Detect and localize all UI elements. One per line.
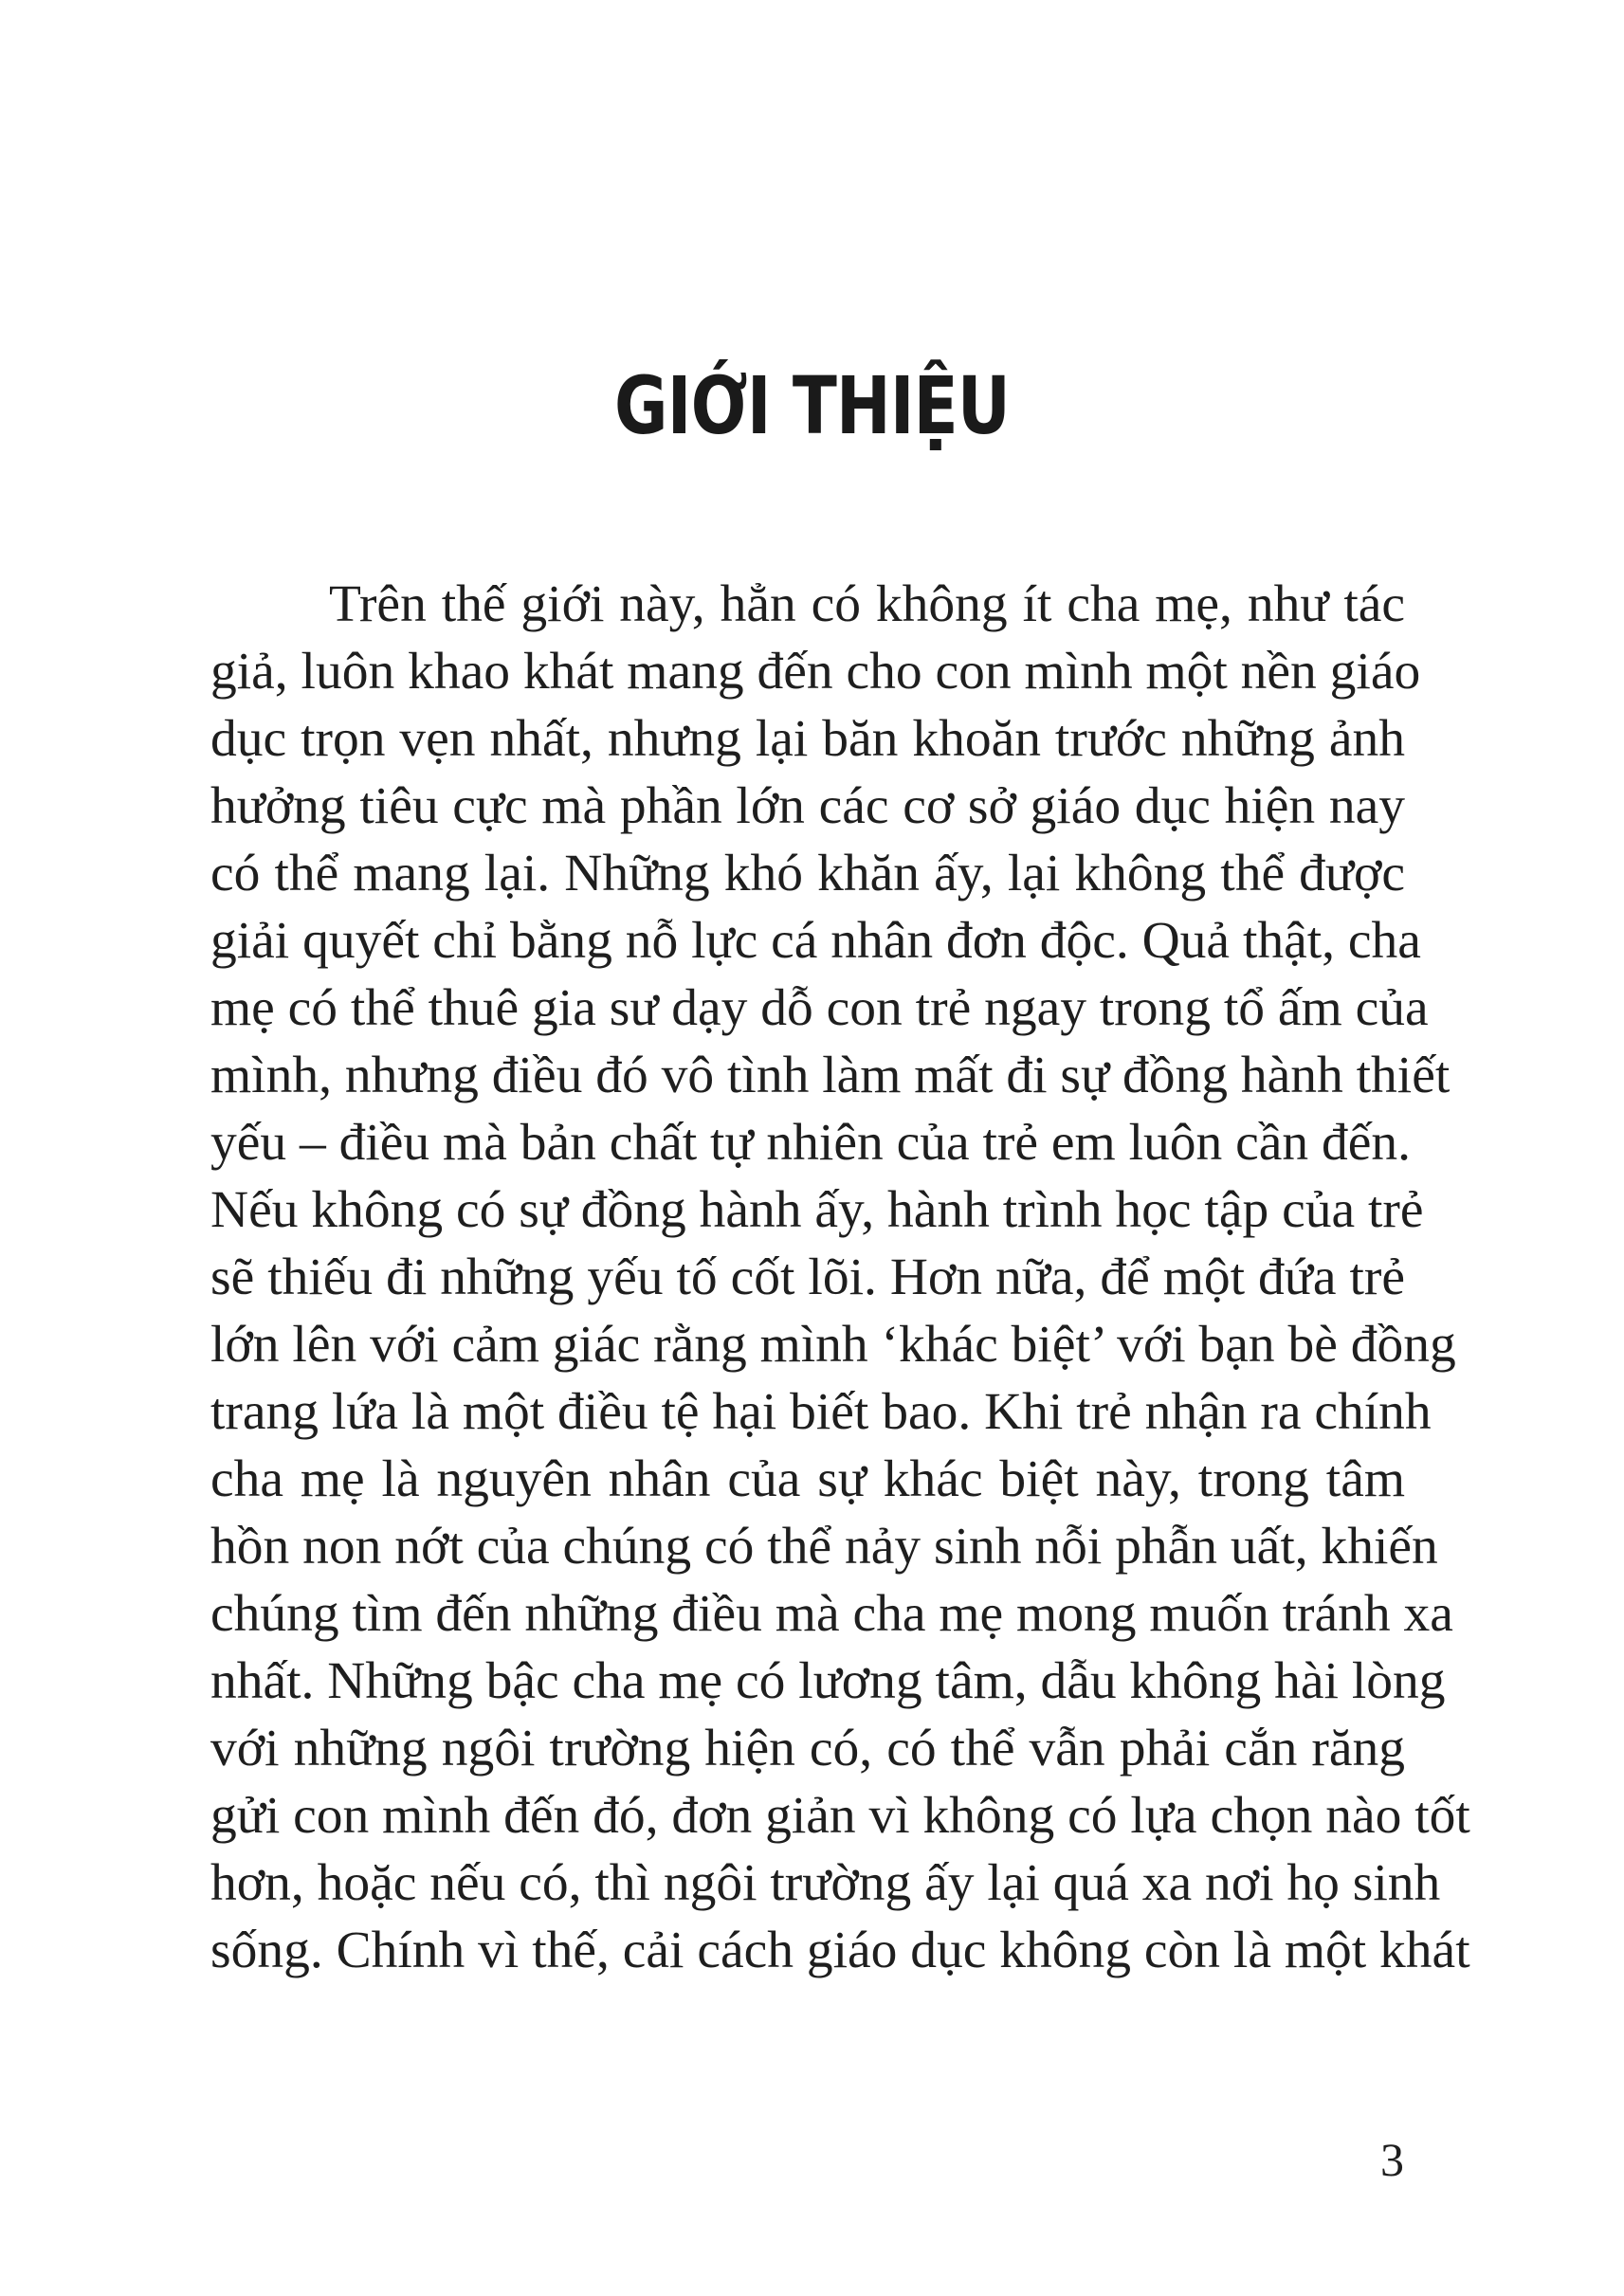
paragraph-line: giả, luôn khao khát mang đến cho con mình một nền giáo xyxy=(210,643,1421,701)
paragraph-line: giải quyết chỉ bằng nỗ lực cá nhân đơn độc. Quả thật, cha xyxy=(210,912,1421,970)
paragraph-line: yếu – điều mà bản chất tự nhiên của trẻ em luôn cần đến. xyxy=(210,1114,1412,1172)
paragraph-line: gửi con mình đến đó, đơn giản vì không có lựa chọn nào tốt xyxy=(210,1787,1470,1845)
paragraph-line: cha mẹ là nguyên nhân của sự khác biệt này, trong tâm xyxy=(210,1450,1405,1508)
paragraph-line: chúng tìm đến những điều mà cha mẹ mong muốn tránh xa xyxy=(210,1585,1453,1643)
paragraph-line: hưởng tiêu cực mà phần lớn các cơ sở giáo dục hiện nay xyxy=(210,777,1405,835)
paragraph-line: mình, nhưng điều đó vô tình làm mất đi sự đồng hành thiết xyxy=(210,1047,1451,1104)
paragraph-line: với những ngôi trường hiện có, có thể vẫn phải cắn răng xyxy=(210,1720,1405,1777)
paragraph-line: Nếu không có sự đồng hành ấy, hành trình học tập của trẻ xyxy=(210,1181,1424,1239)
paragraph-line: có thể mang lại. Những khó khăn ấy, lại không thể được xyxy=(210,845,1405,902)
body-paragraph xyxy=(210,571,1470,1984)
paragraph-line: nhất. Những bậc cha mẹ có lương tâm, dẫu không hài lòng xyxy=(210,1652,1446,1710)
paragraph-line: sẽ thiếu đi những yếu tố cốt lõi. Hơn nữa, để một đứa trẻ xyxy=(210,1248,1405,1306)
page-number: 3 xyxy=(1380,2133,1404,2186)
paragraph-line: trang lứa là một điều tệ hại biết bao. Khi trẻ nhận ra chính xyxy=(210,1383,1432,1441)
chapter-title: GIỚI THIỆU xyxy=(614,359,1010,452)
paragraph-line: hơn, hoặc nếu có, thì ngôi trường ấy lại quá xa nơi họ sinh xyxy=(210,1854,1441,1912)
paragraph-line: Trên thế giới này, hẳn có không ít cha mẹ, như tác xyxy=(329,575,1405,633)
paragraph-line: hồn non nớt của chúng có thể nảy sinh nỗi phẫn uất, khiến xyxy=(210,1518,1438,1576)
paragraph-line: dục trọn vẹn nhất, nhưng lại băn khoăn trước những ảnh xyxy=(210,710,1405,768)
paragraph-line: sống. Chính vì thế, cải cách giáo dục không còn là một khát xyxy=(210,1922,1470,1979)
paragraph-line: lớn lên với cảm giác rằng mình ‘khác biệt’ với bạn bè đồng xyxy=(210,1316,1456,1374)
paragraph-line: mẹ có thể thuê gia sư dạy dỗ con trẻ ngay trong tổ ấm của xyxy=(210,979,1429,1037)
